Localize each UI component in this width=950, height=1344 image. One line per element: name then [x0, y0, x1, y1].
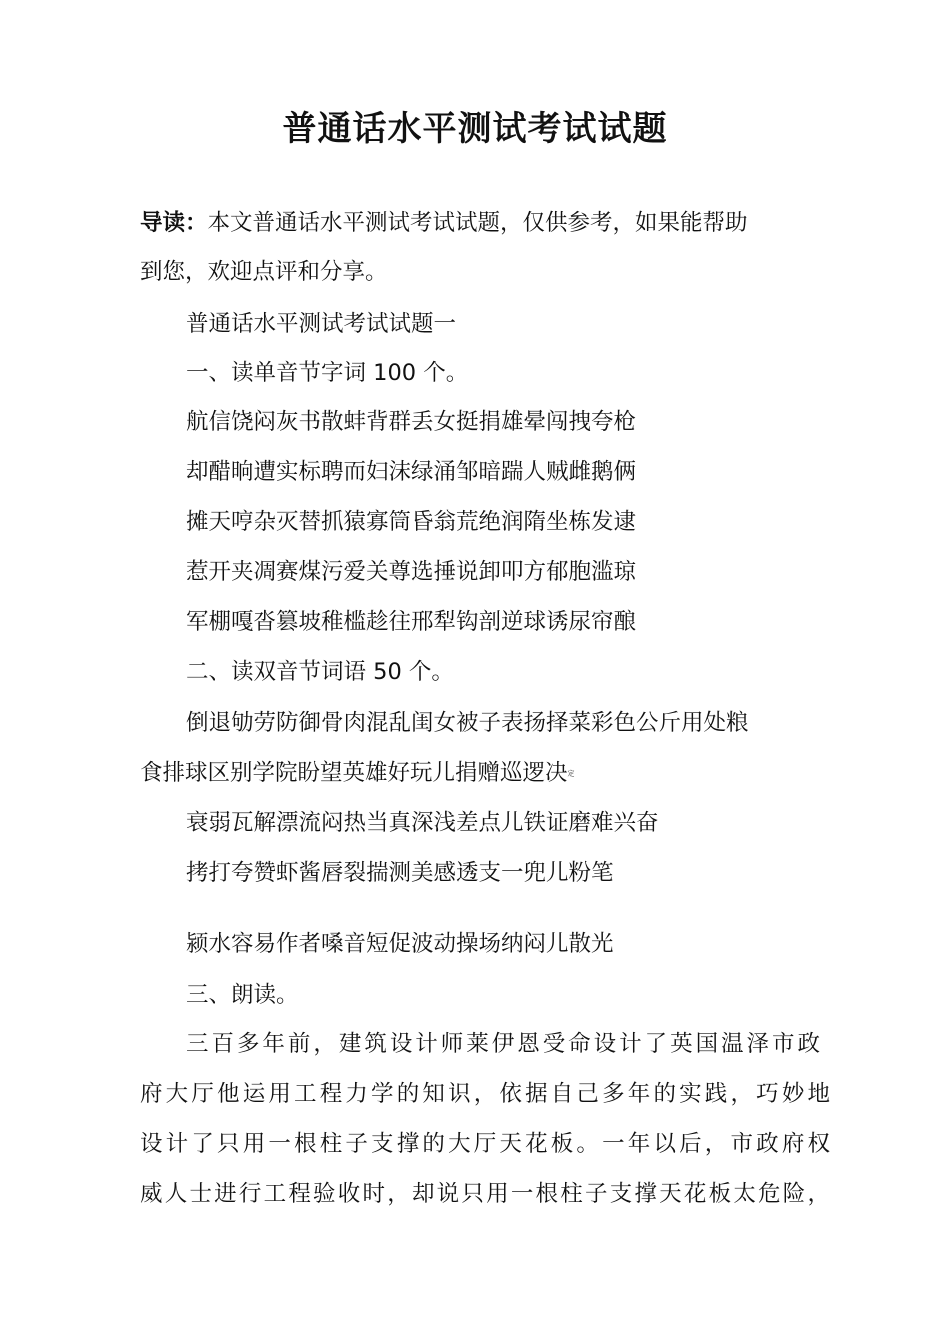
intro-line-2: 到您，欢迎点评和分享。 — [140, 259, 388, 285]
part1-row: 惹开夹凋赛煤污爱关尊选捶说卸叩方郁胞滥琼 — [186, 559, 637, 585]
part2-heading: 二、读双音节词语 50 个。 — [186, 659, 454, 685]
part1-heading: 一、读单音节字词 100 个。 — [186, 360, 469, 386]
part2-row-text: 食排球区别学院盼望英雄好玩儿捐赠巡逻决 — [140, 760, 568, 786]
part2-row: 拷打夸赞虾酱唇裂揣测美感透支一兜儿粉笔 — [186, 860, 614, 886]
document-title: 普通话水平测试考试试题 — [282, 109, 668, 149]
part2-row: 颍水容易作者嗓音短促波动操场纳闷儿散光 — [186, 931, 614, 957]
part1-row: 却醋晌遭实标聘而妇沫绿涌邹暗踹人贼雌鹅俩 — [186, 459, 637, 485]
part3-heading: 三、朗读。 — [186, 982, 299, 1008]
intro-line-1 — [140, 208, 748, 238]
part2-row-mark: 定 — [567, 769, 575, 778]
section-heading: 普通话水平测试考试试题一 — [186, 311, 457, 337]
part2-row: 衰弱瓦解漂流闷热当真深浅差点儿铁证磨难兴奋 — [186, 810, 659, 836]
part2-row: 倒退劬劳防御骨肉混乱闺女被子表扬择菜彩色公斤用处粮 — [186, 710, 749, 736]
reading-line: 府大厅他运用工程力学的知识，依据自己多年的实践，巧妙地 — [140, 1081, 830, 1107]
reading-line: 威人士进行工程验收时，却说只用一根柱子支撑天花板太危险， — [140, 1181, 830, 1207]
part1-row: 军棚嘎沓篡坡稚槛趁往邢犁钩剖逆球诱尿帘酿 — [186, 609, 637, 635]
part1-row: 航信饶闷灰书散蚌背群丢女挺捐雄晕闯拽夸枪 — [186, 409, 637, 435]
intro-text: 本文普通话水平测试考试试题，仅供参考，如果能帮助 — [207, 210, 748, 236]
intro-label: 导读： — [140, 210, 208, 236]
reading-line: 三百多年前，建筑设计师莱伊恩受命设计了英国温泽市政 — [186, 1031, 820, 1057]
part1-row: 摊天哼杂灭替抓猿寡筒昏翁荒绝润隋坐栋发逮 — [186, 509, 637, 535]
reading-line: 设计了只用一根柱子支撑的大厅天花板。一年以后，市政府权 — [140, 1131, 830, 1157]
part2-row — [140, 758, 575, 789]
